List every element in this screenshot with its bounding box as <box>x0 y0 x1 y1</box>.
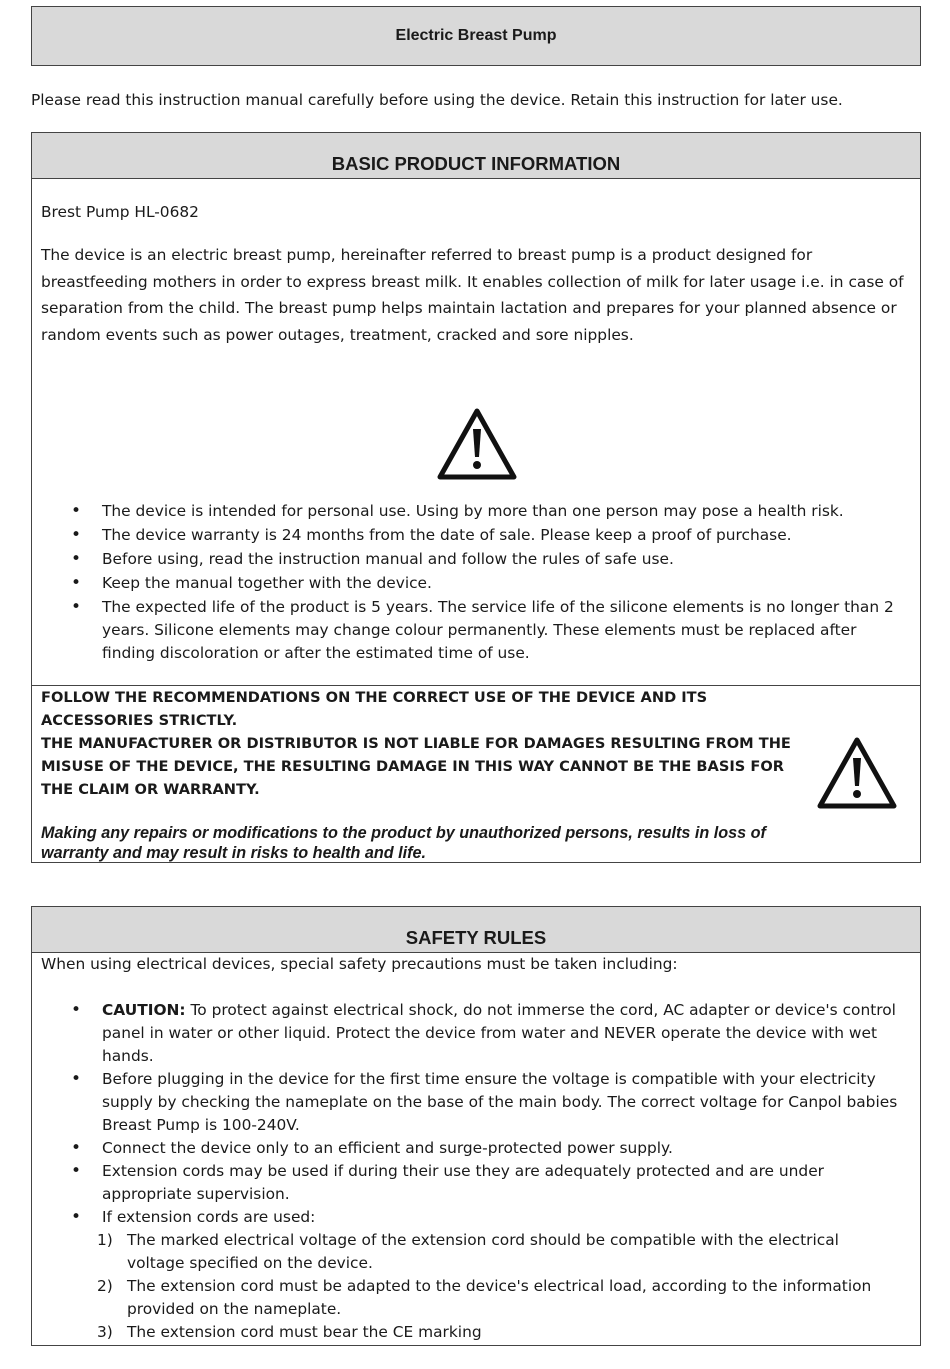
model-label: Brest Pump HL-0682 <box>41 203 199 221</box>
numbered-item <box>41 1229 891 1275</box>
basic-info-bullets <box>41 500 907 665</box>
list-item: • Extension cords may be used if during their use they are adequately protected and are under appropriate supervision. <box>41 1160 907 1206</box>
extension-cord-list <box>41 1229 891 1344</box>
safety-heading: SAFETY RULES <box>32 907 920 953</box>
product-description: The device is an electric breast pump, hereinafter referred to breast pump is a product designed for breastfeeding mothers in order to express breast milk. It enables collection of milk for later usage i.e. in case of separation from the child. The breast pump helps maintain lactation and prepares for your planned absence or random events such as power outages, treatment, cracked and sore nipples. <box>41 246 904 344</box>
warning-box <box>31 685 921 863</box>
basic-info-section <box>31 132 921 686</box>
item-text: The extension cord must be adapted to the device's electrical load, according to the information provided on the nameplate. <box>127 1277 872 1318</box>
caution-text: To protect against electrical shock, do not immerse the cord, AC adapter or device's control panel in water or other liquid. Protect the device from water and NEVER operate the device with wet hands. <box>102 1001 896 1065</box>
warning-triangle-icon <box>816 736 898 810</box>
warning-line-1: FOLLOW THE RECOMMENDATIONS ON THE CORRECT USE OF THE DEVICE AND ITS ACCESSORIES STRICTLY. <box>41 689 708 729</box>
list-item: • The device is intended for personal use. Using by more than one person may pose a health risk. <box>41 500 907 523</box>
warning-triangle-icon <box>436 407 518 481</box>
list-item: • Connect the device only to an efficient and surge-protected power supply. <box>41 1137 907 1160</box>
document-title: Electric Breast Pump <box>395 27 557 44</box>
title-box <box>31 6 921 66</box>
intro-text: Please read this instruction manual carefully before using the device. Retain this instruction for later use. <box>31 91 843 109</box>
safety-bullets <box>41 999 907 1229</box>
basic-info-heading: BASIC PRODUCT INFORMATION <box>32 133 920 179</box>
numbered-item <box>41 1275 891 1321</box>
item-text: The extension cord must bear the CE marking <box>127 1323 482 1341</box>
list-item: • Keep the manual together with the device. <box>41 572 907 595</box>
list-item: • Before plugging in the device for the first time ensure the voltage is compatible with your electricity supply by checking the nameplate on the base of the main body. The correct voltage for Canpol babies Breast Pump is 100-240V. <box>41 1068 907 1137</box>
list-item <box>41 999 907 1068</box>
item-number: 3) <box>97 1323 113 1341</box>
safety-section <box>31 906 921 1346</box>
list-item: • The expected life of the product is 5 years. The service life of the silicone elements is no longer than 2 years. Silicone elements may change colour permanently. These elements must be replaced after finding discoloration or after the estimated time of use. <box>41 596 907 665</box>
warning-line-2: THE MANUFACTURER OR DISTRIBUTOR IS NOT LIABLE FOR DAMAGES RESULTING FROM THE MISUSE OF THE DEVICE, THE RESULTING DAMAGE IN THIS WAY CANNOT BE THE BASIS FOR THE CLAIM OR WARRANTY. <box>41 735 791 798</box>
list-item: • If extension cords are used: <box>41 1206 907 1229</box>
item-number: 2) <box>97 1277 113 1295</box>
repair-warning-note: Making any repairs or modifications to the product by unauthorized persons, results in loss of warranty and may result in risks to health and life. <box>41 824 766 862</box>
caution-label: CAUTION: <box>102 1001 186 1019</box>
item-text: The marked electrical voltage of the extension cord should be compatible with the electrical voltage specified on the device. <box>127 1231 839 1272</box>
item-number: 1) <box>97 1231 113 1249</box>
list-item: • Before using, read the instruction manual and follow the rules of safe use. <box>41 548 907 571</box>
safety-intro: When using electrical devices, special safety precautions must be taken including: <box>41 955 678 973</box>
list-item: • The device warranty is 24 months from the date of sale. Please keep a proof of purchase. <box>41 524 907 547</box>
numbered-item <box>41 1321 891 1344</box>
